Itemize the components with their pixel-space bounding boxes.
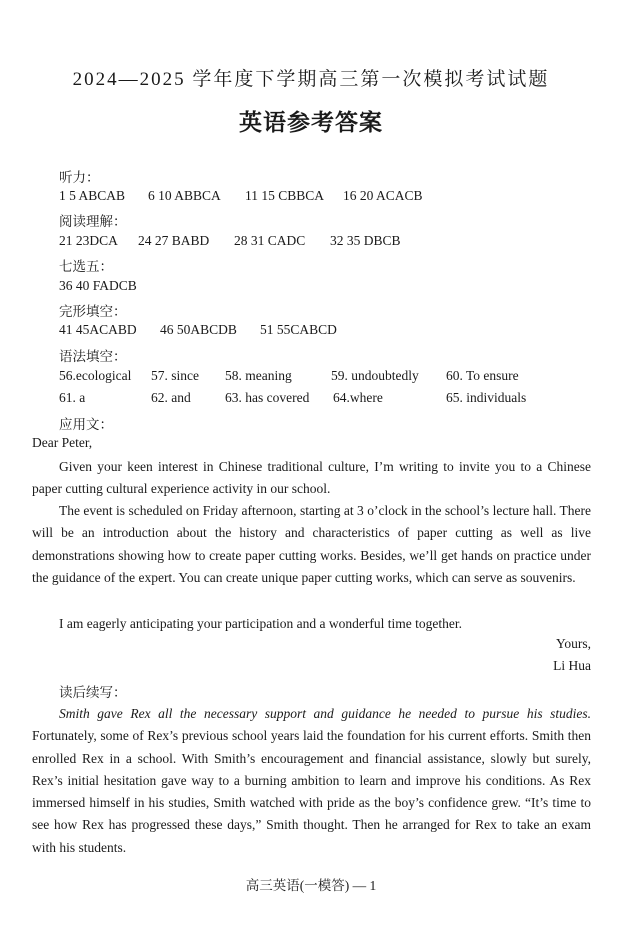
answer-item: 41 45ACABD — [59, 322, 137, 337]
continuation-paragraph — [32, 703, 591, 859]
continuation-first-sentence: Smith gave Rex all the necessary support and guidance he needed to pursue his studies. — [59, 706, 591, 721]
section-label-seven-choose-five: 七选五： — [59, 259, 113, 274]
answer-item: 11 15 CBBCA — [245, 188, 325, 203]
section-label-writing: 应用文： — [59, 417, 113, 432]
answer-item: 32 35 DBCB — [330, 233, 401, 248]
answer-item: 28 31 CADC — [234, 233, 306, 248]
answer-item: 62. and — [151, 390, 191, 405]
page-footer: 高三英语(一模答) — 1 — [245, 878, 377, 893]
answer-item: 51 55CABCD — [260, 322, 337, 337]
answer-item: 58. meaning — [225, 368, 292, 383]
answer-item: 64.where — [333, 390, 383, 405]
section-label-cloze: 完形填空： — [59, 304, 127, 319]
section-label-continuation: 读后续写： — [59, 685, 127, 700]
letter-paragraph: The event is scheduled on Friday afternoon, starting at 3 o’clock in the school’s lecture hall. There will be an introduction about the history and characteristics of paper cutting as well as live demonstrations showing how to create paper cutting works. Besides, we’ll get hands on practice under the guidance of the expert. You can create unique paper cutting works, which can serve as souvenirs. — [32, 503, 591, 585]
answer-item: 1 5 ABCAB — [59, 188, 126, 203]
letter-paragraph: I am eagerly anticipating your participation and a wonderful time together. — [59, 616, 462, 631]
answer-item: 56.ecological — [59, 368, 132, 383]
answer-item: 46 50ABCDB — [160, 322, 237, 337]
section-label-grammar: 语法填空： — [59, 349, 127, 364]
answer-item: 16 20 ACACB — [343, 188, 423, 203]
page-subtitle: 英语参考答案 — [239, 110, 383, 135]
answer-item: 63. has covered — [225, 390, 310, 405]
answer-item: 21 23DCA — [59, 233, 118, 248]
answer-item: 57. since — [151, 368, 199, 383]
answer-item: 60. To ensure — [446, 368, 519, 383]
letter-closing: Yours, — [555, 636, 591, 651]
answer-item: 65. individuals — [446, 390, 527, 405]
answer-item: 24 27 BABD — [138, 233, 210, 248]
answer-item: 6 10 ABBCA — [148, 188, 221, 203]
letter-greeting: Dear Peter, — [32, 435, 93, 450]
continuation-body: Fortunately, some of Rex’s previous school years laid the foundation for his current efforts. Smith then enrolled Rex in a school. With Smith’s encouragement and financial assistance, slowly but surely, Rex’s initial hesitation gave way to a burning ambition to learn and improve his conditions. As Rex immersed himself in his studies, Smith watched with pride as the boy’s confidence grew. “It’s time to see how Rex has progressed these days,” Smith thought. Then he arranged for Rex to take an exam with his students. — [32, 728, 591, 855]
section-label-reading: 阅读理解： — [59, 214, 127, 229]
page-title: 2024—2025 学年度下学期高三第一次模拟考试试题 — [72, 69, 550, 90]
answer-item: 36 40 FADCB — [59, 278, 137, 293]
section-label-listening: 听力： — [59, 170, 100, 185]
letter-paragraph: Given your keen interest in Chinese traditional culture, I’m writing to invite you to a Chinese paper cutting cultural experience activity in our school. — [32, 459, 591, 497]
answer-item: 59. undoubtedly — [331, 368, 419, 383]
answer-item: 61. a — [59, 390, 86, 405]
letter-signature: Li Hua — [553, 658, 591, 673]
